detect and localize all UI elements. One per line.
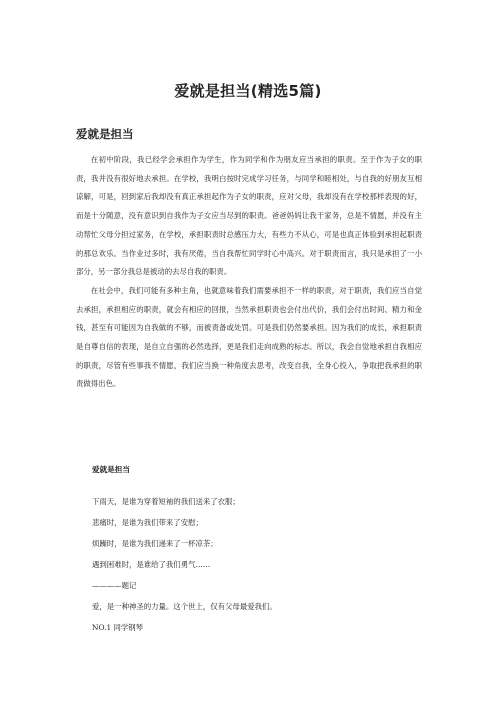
poem-line: 遇到困难时，是谁给了我们勇气……: [92, 560, 211, 569]
poem-line: 下雨天，是谁为穿着短袖的我们送来了衣服；: [92, 497, 240, 506]
poem-line: 悲痛时，是谁为我们带来了安慰；: [92, 518, 203, 527]
poem-line: 爱，是一种神圣的力量。这个世上，仅有父母最爱我们。: [92, 602, 277, 611]
section-body: [76, 151, 422, 394]
section-heading: 爱就是担当: [76, 127, 134, 141]
paragraph: 在初中阶段，我已经学会承担作为学生，作为同学和作为朋友应当承担的职责。至于作为子女的职责，我并没有很好地去承担。在学校，我明白按时完成学习任务，与同学和睦相处，与自我的好朋友互相谅解，可是，回到家后我却没有真正承担起作为子女的职责，应对父母，我却没有在学校那样表现的好，而是十分随意，没有意识到自我作为子女应当尽到的职责。爸爸妈妈让我干家务，总是不情愿，并没有主动帮忙父母分担过家务，在学校，承担职责时总感压力大，有些力不从心，可是也真正体验到承担起职责的那总欢乐。当作业过多时，我有厌倦，当自我帮忙同学时心中高兴。对于职责而言，我只是承担了一小部分，另一部分我总是被动的去尽自我的职责。: [76, 155, 422, 277]
poem-block: [92, 491, 412, 638]
poem-line: 烦躁时，是谁为我们递来了一杯凉茶；: [92, 539, 218, 548]
subtitle-line: NO.1 同学钢琴: [92, 623, 144, 632]
paragraph: 在社会中，我们可能有多种主角，也就意味着我们需要承担不一样的职责，对于职责，我们应当自觉去承担，承担相应的职责，就会有相应的回报，当然承担职责也会付出代价，我们会付出时间、精力和金钱，甚至有可能因为自我做的不够，而被责备或处罚。可是我们仍然要承担。因为我们的成长，承担职责是自尊自信的表现，是自立自强的必然选择，更是我们走向成熟的标志。所以，我会自觉地承担自我相应的职责，尽管有些事我不情愿，我们应当换一种角度去思考，改变自我，全身心投入，争取把我承担的职责做得出色。: [76, 285, 422, 389]
subsection-heading: 爱就是担当: [92, 465, 130, 474]
epigraph-attribution: ————题记: [92, 581, 137, 590]
document-title: 爱就是担当(精选5篇): [174, 82, 322, 100]
